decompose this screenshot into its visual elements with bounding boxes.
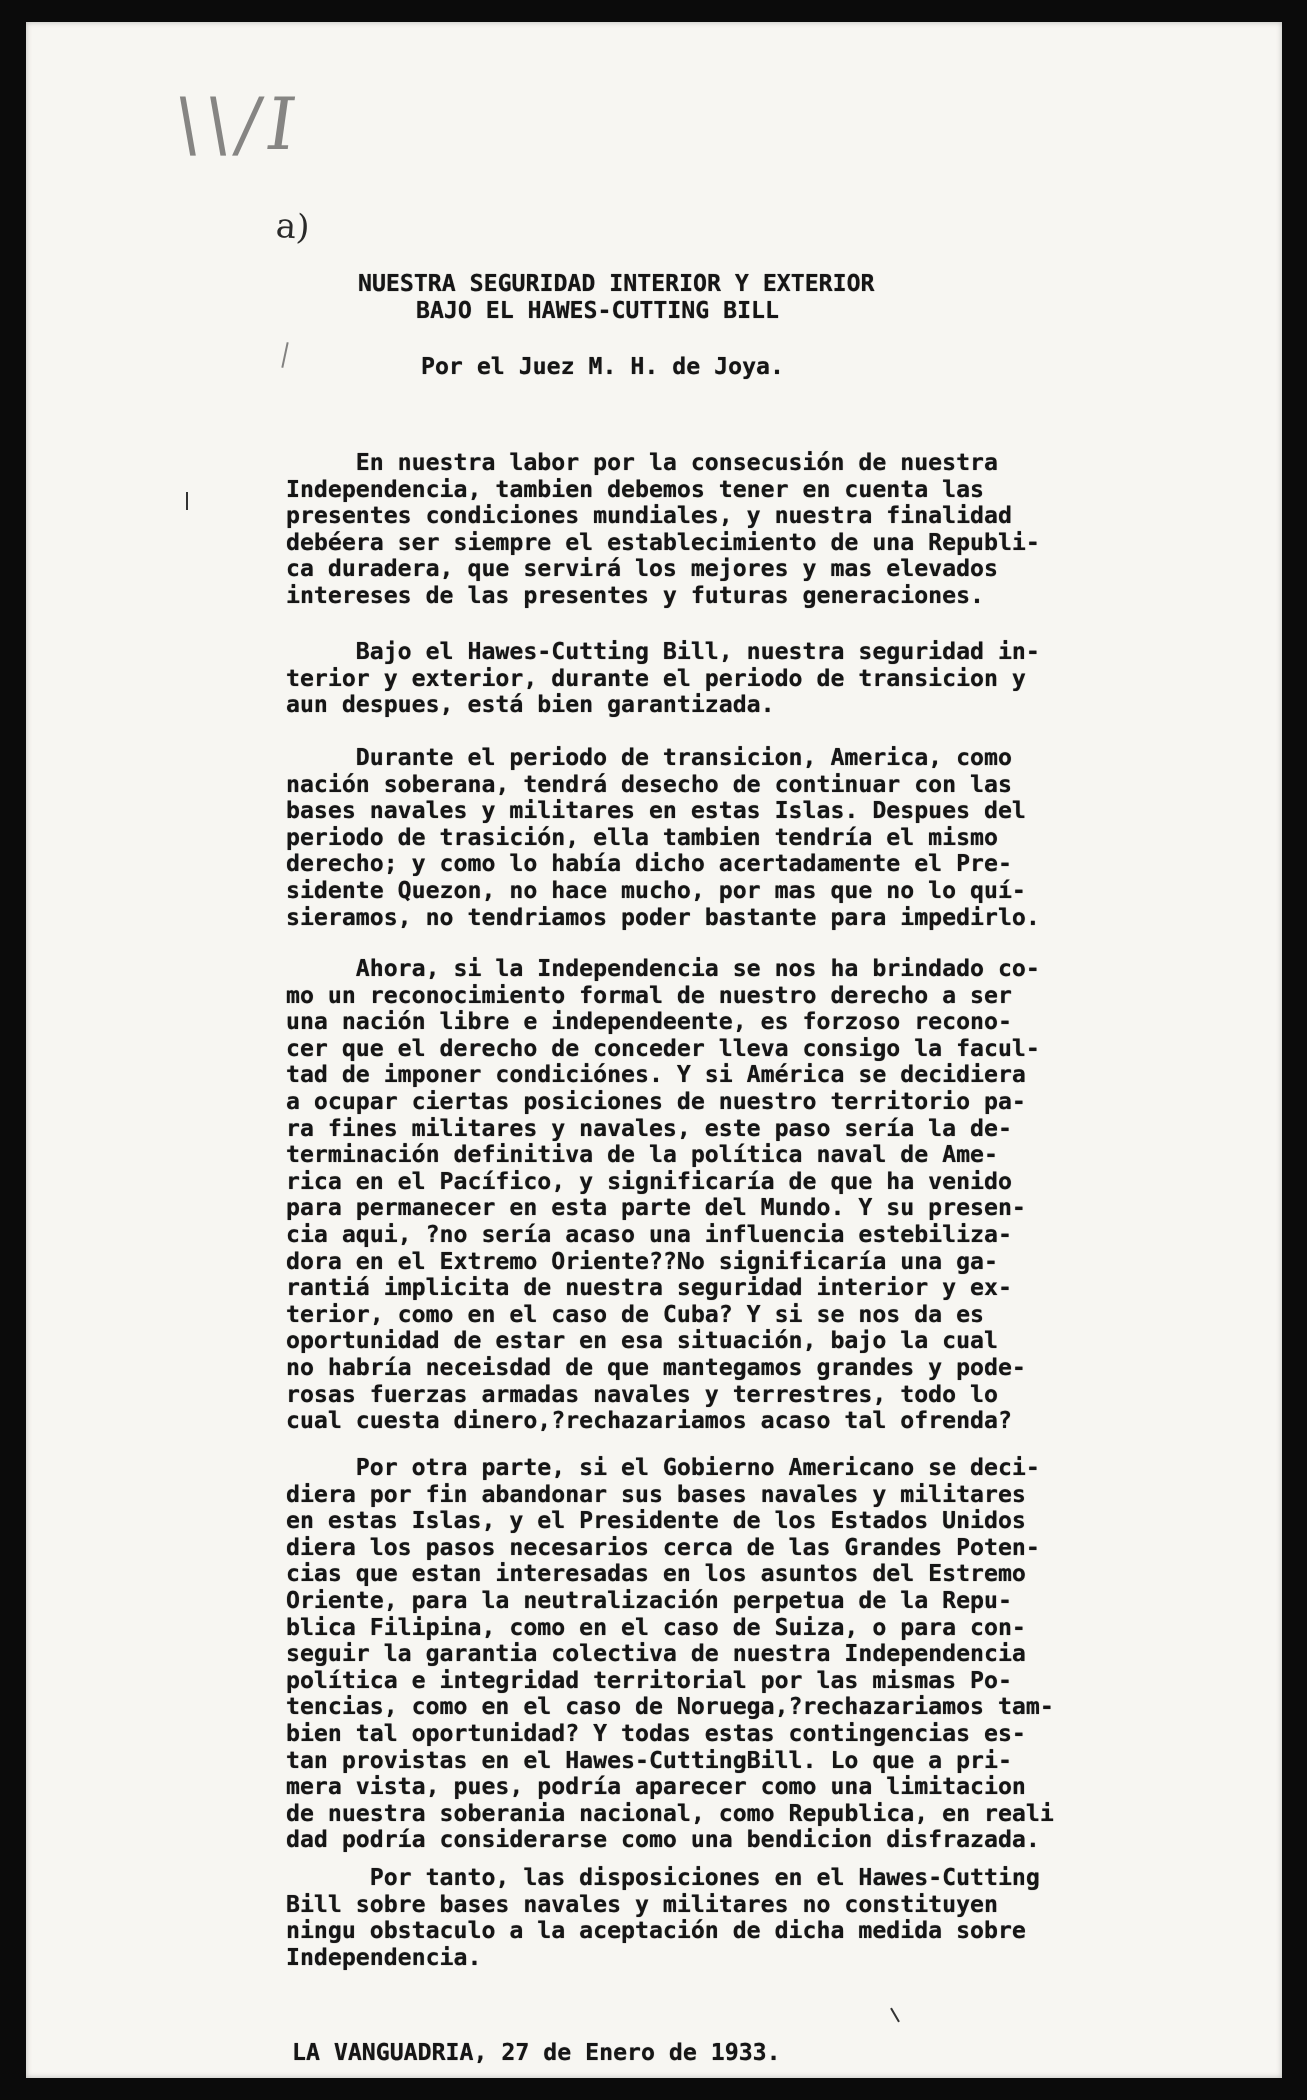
title-line-2: BAJO EL HAWES-CUTTING BILL — [416, 297, 779, 324]
handwritten-note: a) — [274, 205, 311, 249]
text-line: oportunidad de estar en esa situación, bajo la cual — [286, 1327, 998, 1355]
margin-mark — [186, 492, 188, 510]
paragraph-1 — [286, 450, 1186, 610]
paragraph-5 — [286, 1455, 1186, 1854]
text-line: dad podría considerarse como una bendicion disfrazada. — [286, 1826, 1040, 1854]
text-line: intereses de las presentes y futuras generaciones. — [286, 581, 985, 609]
text-line: diera los pasos necesarios cerca de las Grandes Poten- — [286, 1533, 1040, 1561]
text-line: diera por fin abandonar sus bases navales y militares — [286, 1480, 1026, 1508]
text-line: dora en el Extremo Oriente??No significaría una ga- — [286, 1247, 998, 1275]
text-line: cia aqui, ?no sería acaso una influencia estebiliza- — [286, 1220, 1012, 1248]
text-line: en estas Islas, y el Presidente de los Estados Unidos — [286, 1507, 1026, 1535]
title-line-1: NUESTRA SEGURIDAD INTERIOR Y EXTERIOR — [358, 270, 875, 297]
text-line: terminación definitiva de la política naval de Ame- — [286, 1141, 998, 1169]
text-line: cias que estan interesadas en los asuntos del Estremo — [286, 1560, 1026, 1588]
text-line: Durante el periodo de transicion, America, como — [286, 744, 1012, 771]
text-line: ca duradera, que servirá los mejores y mas elevados — [286, 555, 998, 583]
text-line: tan provistas en el Hawes-CuttingBill. Lo que a pri- — [286, 1746, 1012, 1774]
text-line: sidente Quezon, no hace mucho, por mas que no lo quí- — [286, 876, 1026, 904]
text-line: cer que el derecho de conceder lleva consigo la facul- — [286, 1034, 1040, 1062]
text-line: una nación libre e independeente, es forzoso recono- — [286, 1008, 1012, 1036]
text-line: terior y exterior, durante el periodo de transicion y — [286, 664, 1026, 692]
text-line: rica en el Pacífico, y significaría de que ha venido — [286, 1167, 1012, 1195]
text-line: nación soberana, tendrá desecho de continuar con las — [286, 770, 1012, 798]
text-line: Independencia, tambien debemos tener en cuenta las — [286, 475, 985, 503]
text-line: Bajo el Hawes-Cutting Bill, nuestra seguridad in- — [286, 638, 1040, 665]
text-line: sieramos, no tendriamos poder bastante para impedirlo. — [286, 903, 1040, 931]
handwritten-roman-numeral: \\/I — [170, 82, 308, 166]
text-line: política e integridad territorial por las mismas Po- — [286, 1666, 1012, 1694]
text-line: Por otra parte, si el Gobierno Americano se deci- — [286, 1454, 1040, 1481]
text-line: Oriente, para la neutralización perpetua de la Repu- — [286, 1586, 1012, 1614]
source-citation: LA VANGUADRIA, 27 de Enero de 1933. — [292, 2039, 781, 2066]
text-line: no habría neceisdad de que mantegamos grandes y pode- — [286, 1353, 1026, 1381]
text-line: rosas fuerzas armadas navales y terrestres, todo lo — [286, 1380, 998, 1408]
text-line: blica Filipina, como en el caso de Suiza, o para con- — [286, 1613, 1026, 1641]
text-line: seguir la garantia colectiva de nuestra Independencia — [286, 1640, 1026, 1668]
text-line: Independencia. — [286, 1943, 482, 1971]
text-line: aun despues, está bien garantizada. — [286, 691, 775, 719]
margin-mark — [890, 2008, 900, 2023]
text-line: mo un reconocimiento formal de nuestro derecho a ser — [286, 981, 1012, 1009]
text-line: mera vista, pues, podría aparecer como una limitacion — [286, 1773, 1026, 1801]
text-line: cual cuesta dinero,?rechazariamos acaso tal ofrenda? — [286, 1407, 1012, 1435]
text-line: de nuestra soberania nacional, como Republica, en reali — [286, 1799, 1054, 1827]
paragraph-3 — [286, 745, 1186, 931]
text-line: Por tanto, las disposiciones en el Hawes-Cutting — [286, 1864, 1040, 1891]
paragraph-2 — [286, 639, 1186, 719]
text-line: Bill sobre bases navales y militares no constituyen — [286, 1890, 998, 1918]
text-line: Ahora, si la Independencia se nos ha brindado co- — [286, 955, 1040, 982]
text-line: tad de imponer condiciónes. Y si América se decidiera — [286, 1061, 1026, 1089]
text-line: ra fines militares y navales, este paso sería la de- — [286, 1114, 1012, 1142]
text-line: ningu obstaculo a la aceptación de dicha medida sobre — [286, 1917, 1026, 1945]
text-line: a ocupar ciertas posiciones de nuestro territorio pa- — [286, 1087, 1026, 1115]
text-line: derecho; y como lo había dicho acertadamente el Pre- — [286, 850, 1012, 878]
margin-mark — [281, 342, 288, 368]
author-byline: Por el Juez M. H. de Joya. — [421, 353, 784, 380]
text-line: periodo de trasición, ella tambien tendría el mismo — [286, 823, 998, 851]
document-page — [26, 22, 1282, 2078]
text-line: terior, como en el caso de Cuba? Y si se nos da es — [286, 1300, 985, 1328]
text-line: para permanecer en esta parte del Mundo. Y su presen- — [286, 1194, 1026, 1222]
text-line: rantiá implicita de nuestra seguridad interior y ex- — [286, 1274, 1012, 1302]
paragraph-6 — [286, 1865, 1186, 1971]
text-line: presentes condiciones mundiales, y nuestra finalidad — [286, 502, 1012, 530]
text-line: debéera ser siempre el establecimiento de una Republi- — [286, 528, 1040, 556]
text-line: bases navales y militares en estas Islas. Despues del — [286, 797, 1026, 825]
text-line: bien tal oportunidad? Y todas estas contingencias es- — [286, 1719, 1026, 1747]
paragraph-4 — [286, 956, 1186, 1435]
text-line: En nuestra labor por la consecusión de nuestra — [286, 449, 998, 476]
text-line: tencias, como en el caso de Noruega,?rechazariamos tam- — [286, 1693, 1054, 1721]
